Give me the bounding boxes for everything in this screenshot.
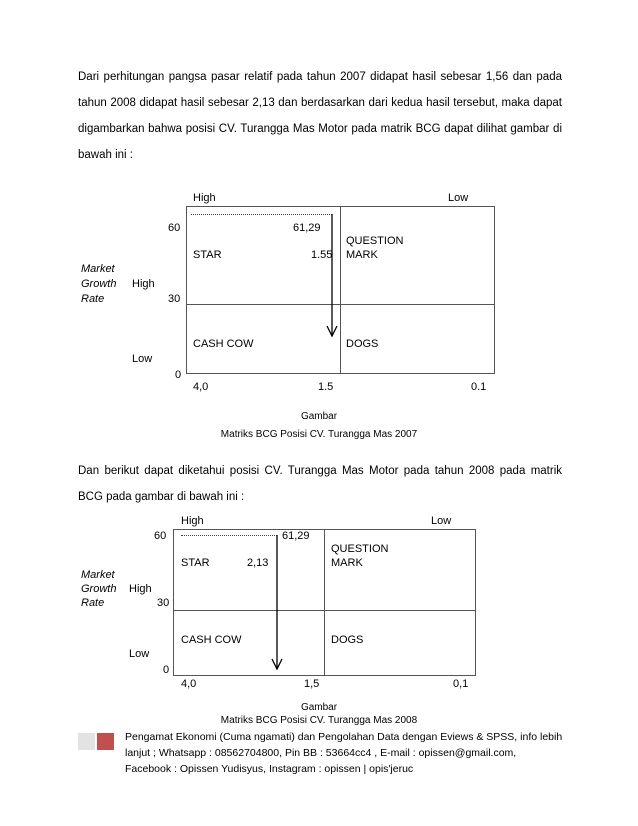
side-label-rate: Rate: [81, 597, 105, 609]
question-label-line2: MARK: [346, 249, 378, 261]
y-tick-60: 60: [154, 530, 167, 542]
y-tick-30: 30: [168, 293, 181, 305]
top-low-label: Low: [431, 515, 452, 527]
side-label-market: Market: [81, 569, 115, 581]
footer-line: Facebook : Opissen Yudisyus, Instagram : opissen | opis'jeruc: [125, 763, 414, 775]
side-label-rate: Rate: [81, 293, 105, 305]
x-tick-left: 4,0: [181, 678, 197, 690]
y-tick-60: 60: [168, 222, 181, 234]
footer-line: Pengamat Ekonomi (Cuma ngamati) dan Pengolahan Data dengan Eviews & SPSS, info lebih: [125, 731, 563, 743]
side-low-label: Low: [129, 648, 150, 660]
footer-contact: [125, 729, 595, 777]
figure-caption-subtitle: Matriks BCG Posisi CV. Turangga Mas 2008: [220, 715, 418, 726]
dogs-label: DOGS: [331, 634, 364, 646]
side-label-growth: Growth: [81, 278, 117, 290]
x-tick-mid: 1.5: [318, 381, 334, 393]
point-growth-value: 61,29: [282, 530, 310, 542]
question-label-line1: QUESTION: [331, 543, 389, 555]
point-share-value: 1.55: [311, 249, 333, 261]
star-label: STAR: [181, 557, 210, 569]
top-high-label: High: [193, 192, 216, 204]
side-high-label: High: [132, 278, 155, 290]
second-paragraph: Dan berikut dapat diketahui posisi CV. Turangga Mas Motor pada tahun 2008 pada matrik BCG pada gambar di bawah ini :: [78, 465, 562, 503]
position-arrow: [326, 214, 338, 338]
figure-caption-title: Gambar: [300, 702, 338, 713]
matrix-horizontal-divider: [186, 304, 495, 305]
position-guide-line: [191, 214, 332, 215]
top-high-label: High: [181, 515, 204, 527]
question-label-line1: QUESTION: [346, 235, 404, 247]
cash-cow-label: CASH COW: [193, 338, 254, 350]
footer-line: lanjut ; Whatsapp : 08562704800, Pin BB : 53664cc4 , E-mail : opissen@gmail.com,: [125, 747, 517, 759]
x-tick-mid: 1,5: [304, 678, 320, 690]
footer-gray-square: [78, 733, 95, 750]
x-tick-left: 4,0: [193, 381, 209, 393]
y-tick-0: 0: [163, 664, 170, 676]
matrix-vertical-divider: [324, 529, 325, 676]
y-tick-0: 0: [175, 369, 182, 381]
point-growth-value: 61,29: [293, 222, 321, 234]
matrix-vertical-divider: [340, 206, 341, 374]
cash-cow-label: CASH COW: [181, 634, 242, 646]
intro-paragraph: Dari perhitungan pangsa pasar relatif pada tahun 2007 didapat hasil sebesar 1,56 dan pada tahun 2008 didapat hasil sebesar 2,13 dan berdasarkan dari kedua hasil tersebut, maka dapat digambarkan bahwa posisi CV. Turangga Mas Motor pada matrik BCG dapat dilihat gambar di bawah ini :: [78, 71, 562, 161]
figure-caption-title: Gambar: [300, 411, 338, 422]
side-low-label: Low: [132, 353, 153, 365]
side-label-market: Market: [81, 263, 115, 275]
position-arrow: [271, 535, 283, 671]
matrix-horizontal-divider: [173, 610, 476, 611]
dogs-label: DOGS: [346, 338, 379, 350]
footer-red-square: [97, 733, 114, 750]
position-guide-line: [181, 535, 277, 536]
figure-caption-subtitle: Matriks BCG Posisi CV. Turangga Mas 2007: [220, 429, 418, 440]
top-low-label: Low: [448, 192, 469, 204]
y-tick-30: 30: [157, 597, 170, 609]
x-tick-right: 0.1: [471, 381, 487, 393]
x-tick-right: 0,1: [453, 678, 469, 690]
question-label-line2: MARK: [331, 557, 363, 569]
point-share-value: 2,13: [247, 557, 269, 569]
side-label-growth: Growth: [81, 583, 117, 595]
star-label: STAR: [193, 249, 222, 261]
side-high-label: High: [129, 583, 152, 595]
